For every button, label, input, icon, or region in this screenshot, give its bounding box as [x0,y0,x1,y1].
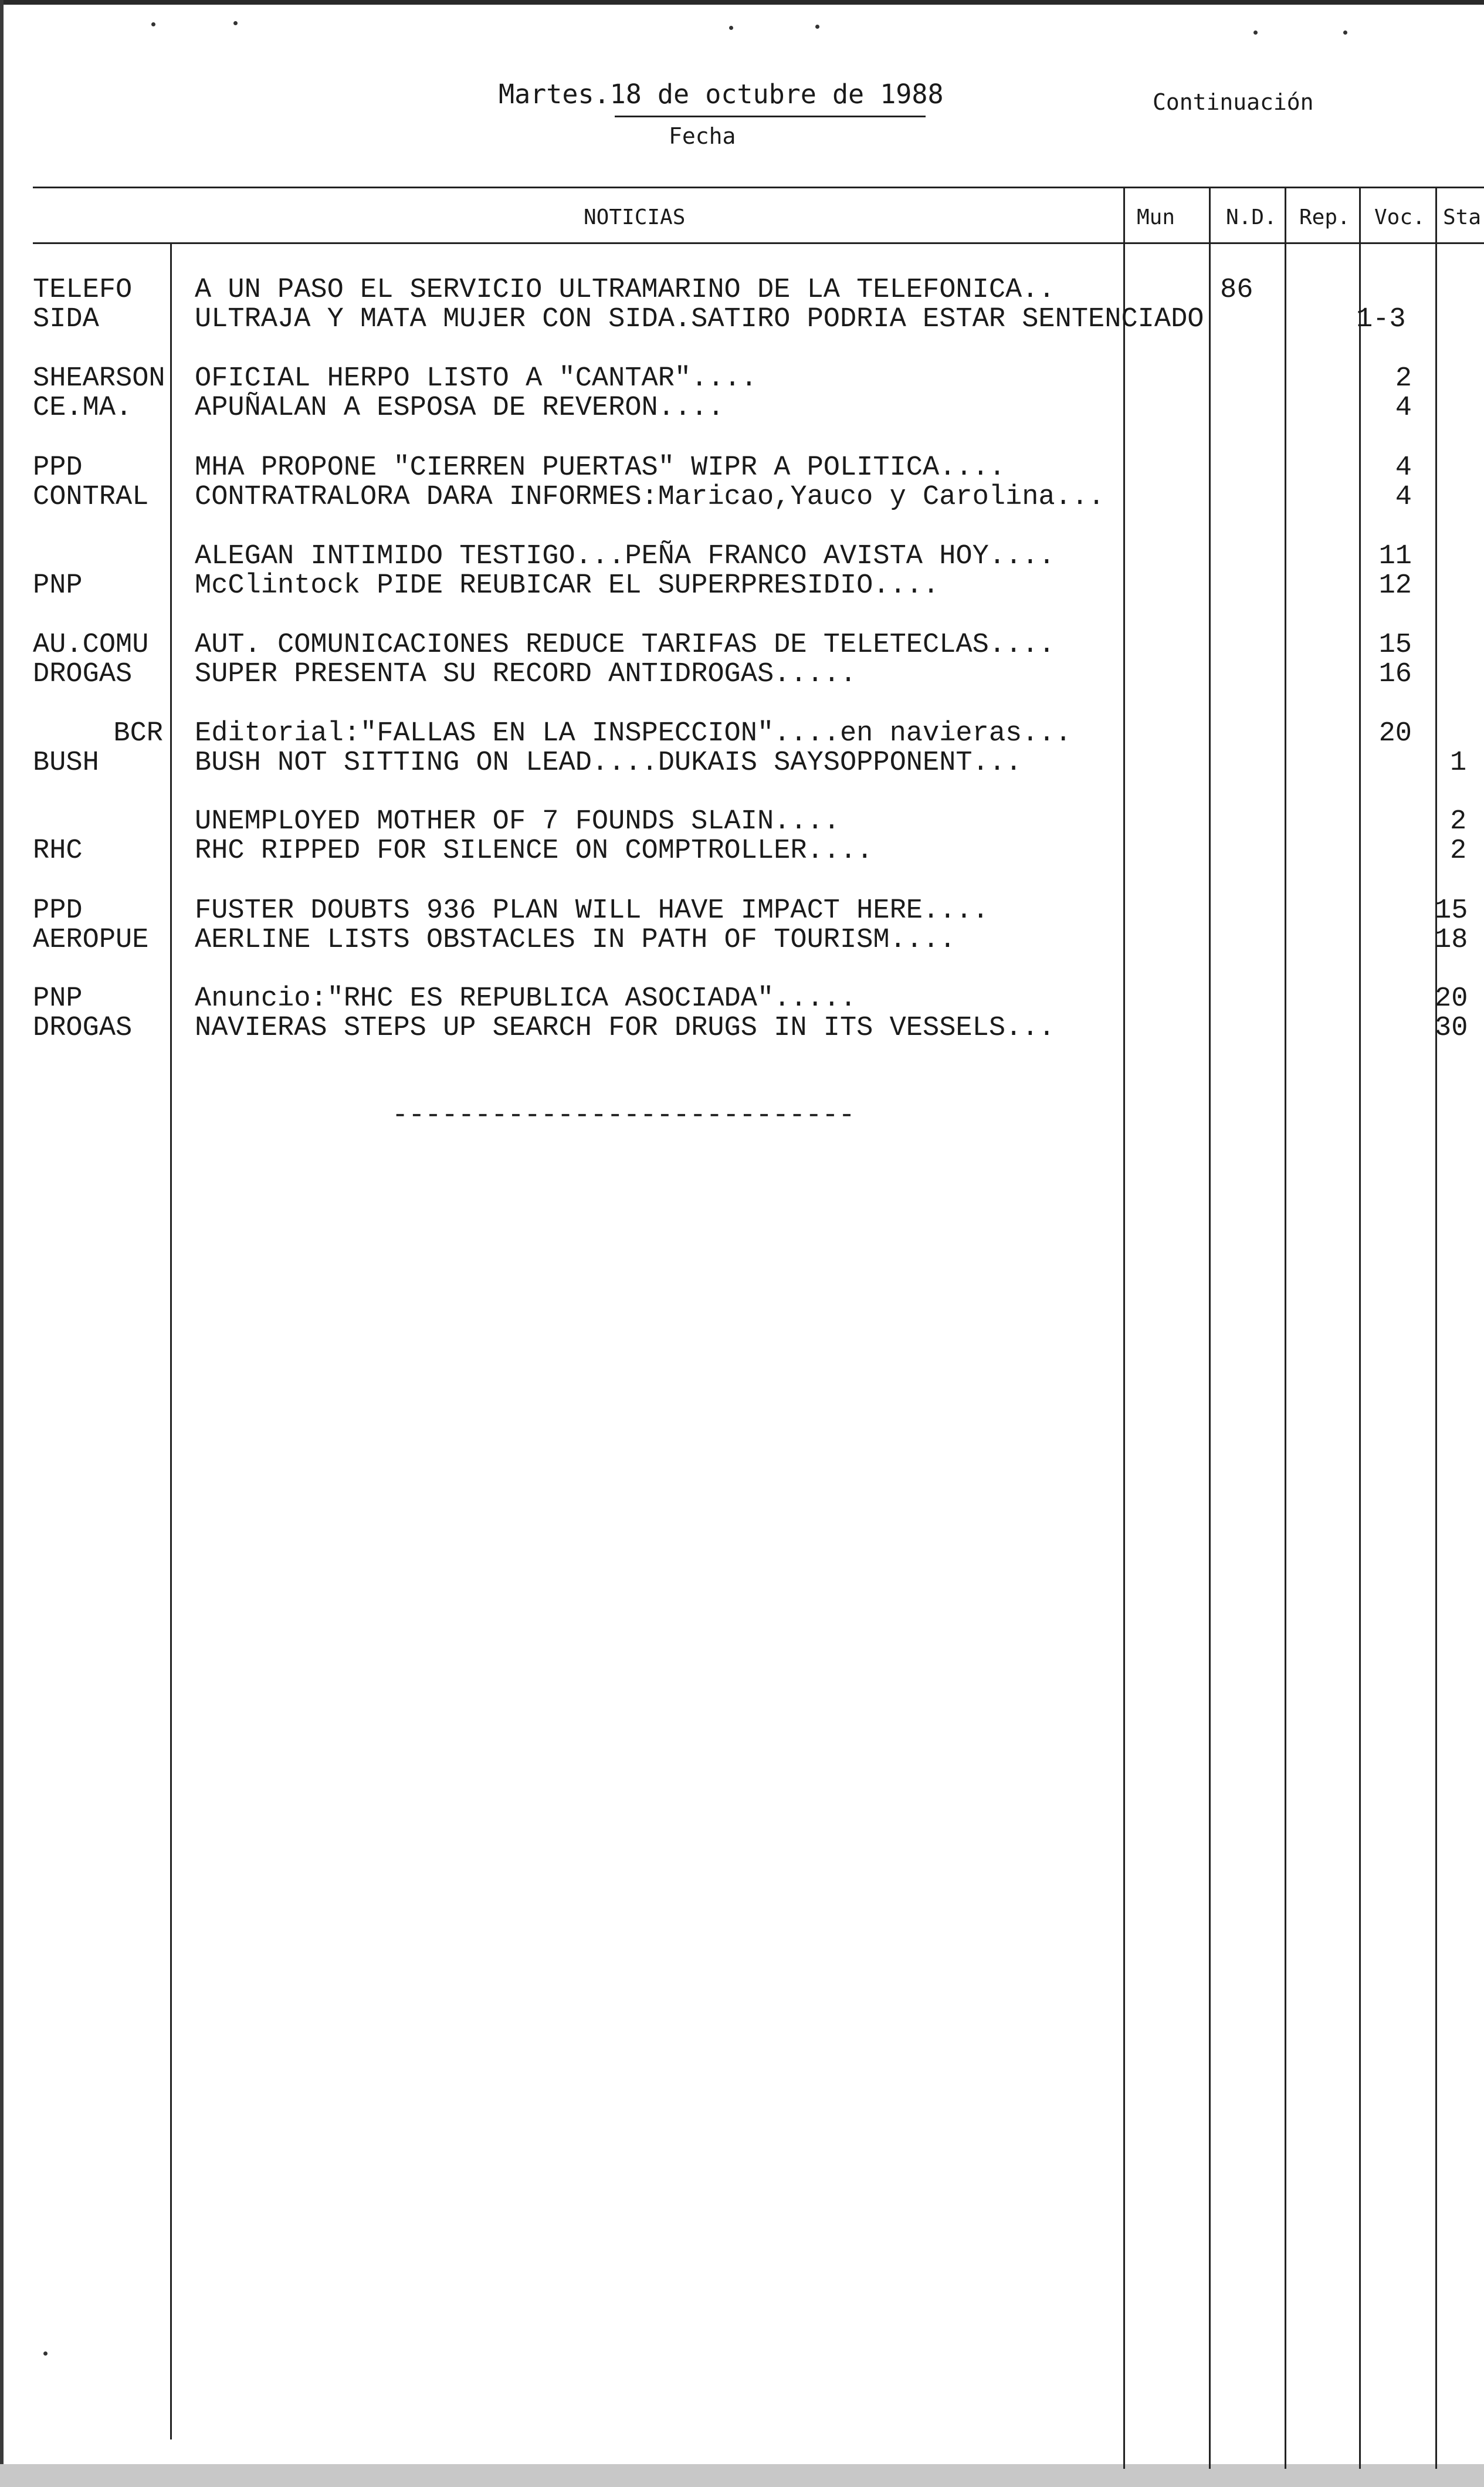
column-rule-voc [1359,187,1361,2469]
row-11-headline: Editorial:"FALLAS EN LA INSPECCION"....en navieras... [195,718,1072,749]
row-8-voc: 12 [1378,570,1412,601]
column-rule-rep [1285,187,1286,2469]
top-border [0,0,1484,5]
column-header-noticias: NOTICIAS [584,205,686,229]
document-date: Martes.18 de octubre de 1988 [499,79,944,110]
table-header-rule [33,242,1484,244]
row-13-sta: 2 [1450,806,1467,837]
column-rule-nd [1209,187,1211,2469]
row-4-tag: CE.MA. [33,392,133,424]
row-10-voc: 16 [1378,659,1412,690]
closing-divider: ---------------------------- [392,1100,855,1131]
scan-bottom-band [0,2464,1484,2487]
row-6-voc: 4 [1395,482,1412,513]
row-17-sta: 20 [1435,983,1468,1014]
row-18-tag: DROGAS [33,1013,133,1044]
row-7-headline: ALEGAN INTIMIDO TESTIGO...PEÑA FRANCO AVISTA HOY.... [195,541,1055,572]
row-14-sta: 2 [1450,835,1467,867]
row-3-tag: SHEARSON [33,364,165,394]
row-12-tag: BUSH [33,747,99,779]
row-4-headline: APUÑALAN A ESPOSA DE REVERON.... [195,392,724,424]
date-underline [615,116,926,117]
row-2-tag: SIDA [33,304,99,335]
row-14-tag: RHC [33,835,83,867]
row-9-tag: AU.COMU [33,630,149,661]
row-18-headline: NAVIERAS STEPS UP SEARCH FOR DRUGS IN ITS VESSELS... [195,1013,1055,1044]
row-14-headline: RHC RIPPED FOR SILENCE ON COMPTROLLER.... [195,835,873,867]
date-caption: Fecha [669,123,736,149]
row-9-headline: AUT. COMUNICACIONES REDUCE TARIFAS DE TELETECLAS.... [195,630,1055,661]
row-1-nd: 86 [1220,275,1253,306]
row-8-tag: PNP [33,570,83,601]
table-top-rule [33,187,1484,188]
row-12-headline: BUSH NOT SITTING ON LEAD....DUKAIS SAYSOPPONENT... [195,747,1022,779]
row-2-headline: ULTRAJA Y MATA MUJER CON SIDA.SATIRO PODRIA ESTAR SENTENCIADO [195,304,1204,335]
row-1-tag: TELEFO [33,275,133,306]
row-11-tag: BCR [113,718,163,749]
row-16-tag: AEROPUE [33,925,149,956]
column-rule-sta [1435,187,1437,2469]
row-5-tag: PPD [33,452,83,483]
row-6-tag: CONTRAL [33,482,149,513]
row-13-headline: UNEMPLOYED MOTHER OF 7 FOUNDS SLAIN.... [195,806,840,837]
row-15-tag: PPD [33,895,83,926]
continuation-label: Continuación [1153,89,1314,115]
column-header-rep: Rep. [1299,205,1350,229]
left-border [0,0,4,2487]
column-header-mun: Mun [1137,205,1175,229]
row-12-sta: 1 [1450,747,1467,779]
column-header-sta: Sta [1443,205,1482,229]
column-rule-tag [170,242,172,2439]
row-2-voc: 1-3 [1356,304,1406,335]
row-8-headline: McClintock PIDE REUBICAR EL SUPERPRESIDIO.... [195,570,940,601]
row-18-sta: 30 [1435,1013,1468,1044]
row-15-headline: FUSTER DOUBTS 936 PLAN WILL HAVE IMPACT HERE.... [195,895,989,926]
row-10-headline: SUPER PRESENTA SU RECORD ANTIDROGAS..... [195,659,857,690]
row-15-sta: 15 [1435,895,1468,926]
column-header-nd: N.D. [1226,205,1277,229]
row-7-voc: 11 [1378,541,1412,572]
row-11-voc: 20 [1378,718,1412,749]
row-16-headline: AERLINE LISTS OBSTACLES IN PATH OF TOURISM.... [195,925,956,956]
row-3-headline: OFICIAL HERPO LISTO A "CANTAR".... [195,363,757,394]
row-17-headline: Anuncio:"RHC ES REPUBLICA ASOCIADA"..... [195,983,857,1014]
row-6-headline: CONTRATRALORA DARA INFORMES:Maricao,Yauco y Carolina... [195,482,1105,513]
row-16-sta: 18 [1435,925,1468,956]
row-5-headline: MHA PROPONE "CIERREN PUERTAS" WIPR A POLITICA.... [195,452,1006,483]
column-header-voc: Voc. [1374,205,1425,229]
column-rule-mun [1123,187,1125,2469]
row-1-headline: A UN PASO EL SERVICIO ULTRAMARINO DE LA TELEFONICA.. [195,275,1055,306]
row-10-tag: DROGAS [33,659,133,690]
row-9-voc: 15 [1378,630,1412,661]
row-17-tag: PNP [33,983,83,1014]
row-3-voc: 2 [1395,363,1412,394]
row-5-voc: 4 [1395,452,1412,483]
row-4-voc: 4 [1395,392,1412,424]
